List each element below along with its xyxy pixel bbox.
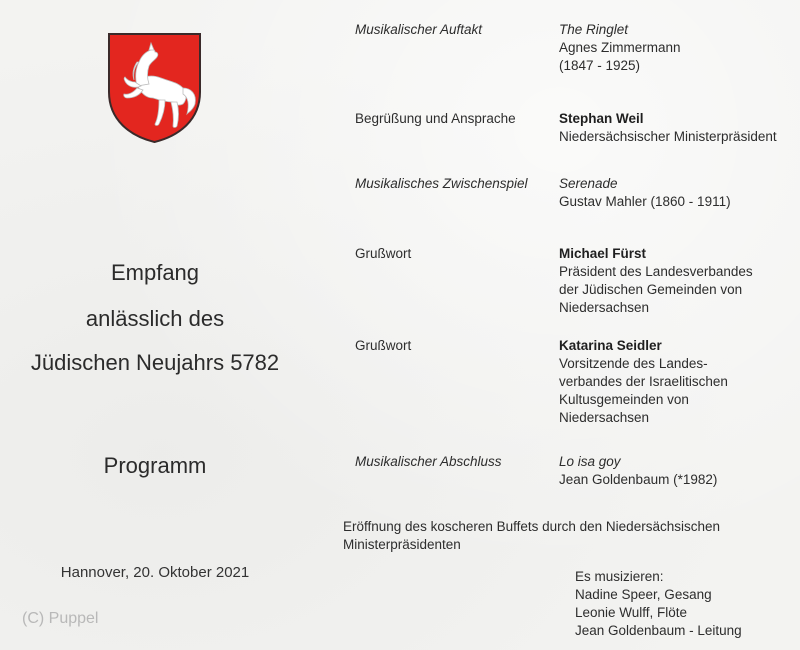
- program-detail-line: Jean Goldenbaum (*1982): [559, 472, 718, 487]
- piece-title: Serenade: [559, 176, 618, 191]
- program-detail-line: der Jüdischen Gemeinden von: [559, 282, 743, 297]
- piece-title: Lo isa goy: [559, 454, 621, 469]
- program-row-label: Musikalischer Abschluss: [355, 454, 502, 469]
- program-detail-line: Agnes Zimmermann: [559, 40, 681, 55]
- program-detail-line: Vorsitzende des Landes-: [559, 356, 708, 371]
- buffet-line-1: Eröffnung des koscheren Buffets durch den Niedersächsischen: [343, 519, 720, 534]
- speaker-name: Michael Fürst: [559, 246, 647, 261]
- buffet-note: [343, 518, 783, 554]
- program-row-content: [559, 337, 794, 427]
- performers-block: [575, 568, 785, 640]
- date-place: Hannover, 20. Oktober 2021: [60, 564, 250, 581]
- program-row-content: [559, 110, 794, 146]
- title-line-2: anlässlich des: [85, 306, 225, 331]
- copyright-watermark: (C) Puppel: [22, 610, 99, 627]
- program-detail-line: Niedersachsen: [559, 300, 650, 315]
- program-detail-line: verbandes der Israelitischen: [559, 374, 728, 389]
- program-detail-line: Niedersachsen: [559, 410, 650, 425]
- program-detail-line: Kultusgemeinden von: [559, 392, 689, 407]
- title-line-3: Jüdischen Neujahrs 5782: [30, 350, 280, 375]
- performer-item: Nadine Speer, Gesang: [575, 587, 712, 602]
- program-detail-line: (1847 - 1925): [559, 58, 641, 73]
- program-row-content: [559, 245, 794, 317]
- speaker-name: Stephan Weil: [559, 111, 644, 126]
- program-row-content: [559, 21, 794, 75]
- program-row-label: Grußwort: [355, 338, 412, 353]
- program-row-label: Begrüßung und Ansprache: [355, 111, 516, 126]
- title-line-1: Empfang: [110, 260, 200, 285]
- program-detail-line: Gustav Mahler (1860 - 1911): [559, 194, 731, 209]
- program-detail-line: Präsident des Landesverbandes: [559, 264, 753, 279]
- program-detail-line: Niedersächsischer Ministerpräsident: [559, 129, 777, 144]
- program-row-content: [559, 453, 794, 489]
- buffet-line-2: Ministerpräsidenten: [343, 537, 461, 552]
- performers-heading: Es musizieren:: [575, 569, 664, 584]
- white-horse-coat-of-arms-icon: [107, 32, 202, 144]
- program-row-content: [559, 175, 794, 211]
- performer-item: Jean Goldenbaum - Leitung: [575, 623, 742, 638]
- piece-title: The Ringlet: [559, 22, 629, 37]
- speaker-name: Katarina Seidler: [559, 338, 662, 353]
- program-row-label: Musikalischer Auftakt: [355, 22, 483, 37]
- program-row-label: Grußwort: [355, 246, 412, 261]
- program-row-label: Musikalisches Zwischenspiel: [355, 176, 528, 191]
- programm-heading: Programm: [103, 453, 207, 478]
- performer-item: Leonie Wulff, Flöte: [575, 605, 688, 620]
